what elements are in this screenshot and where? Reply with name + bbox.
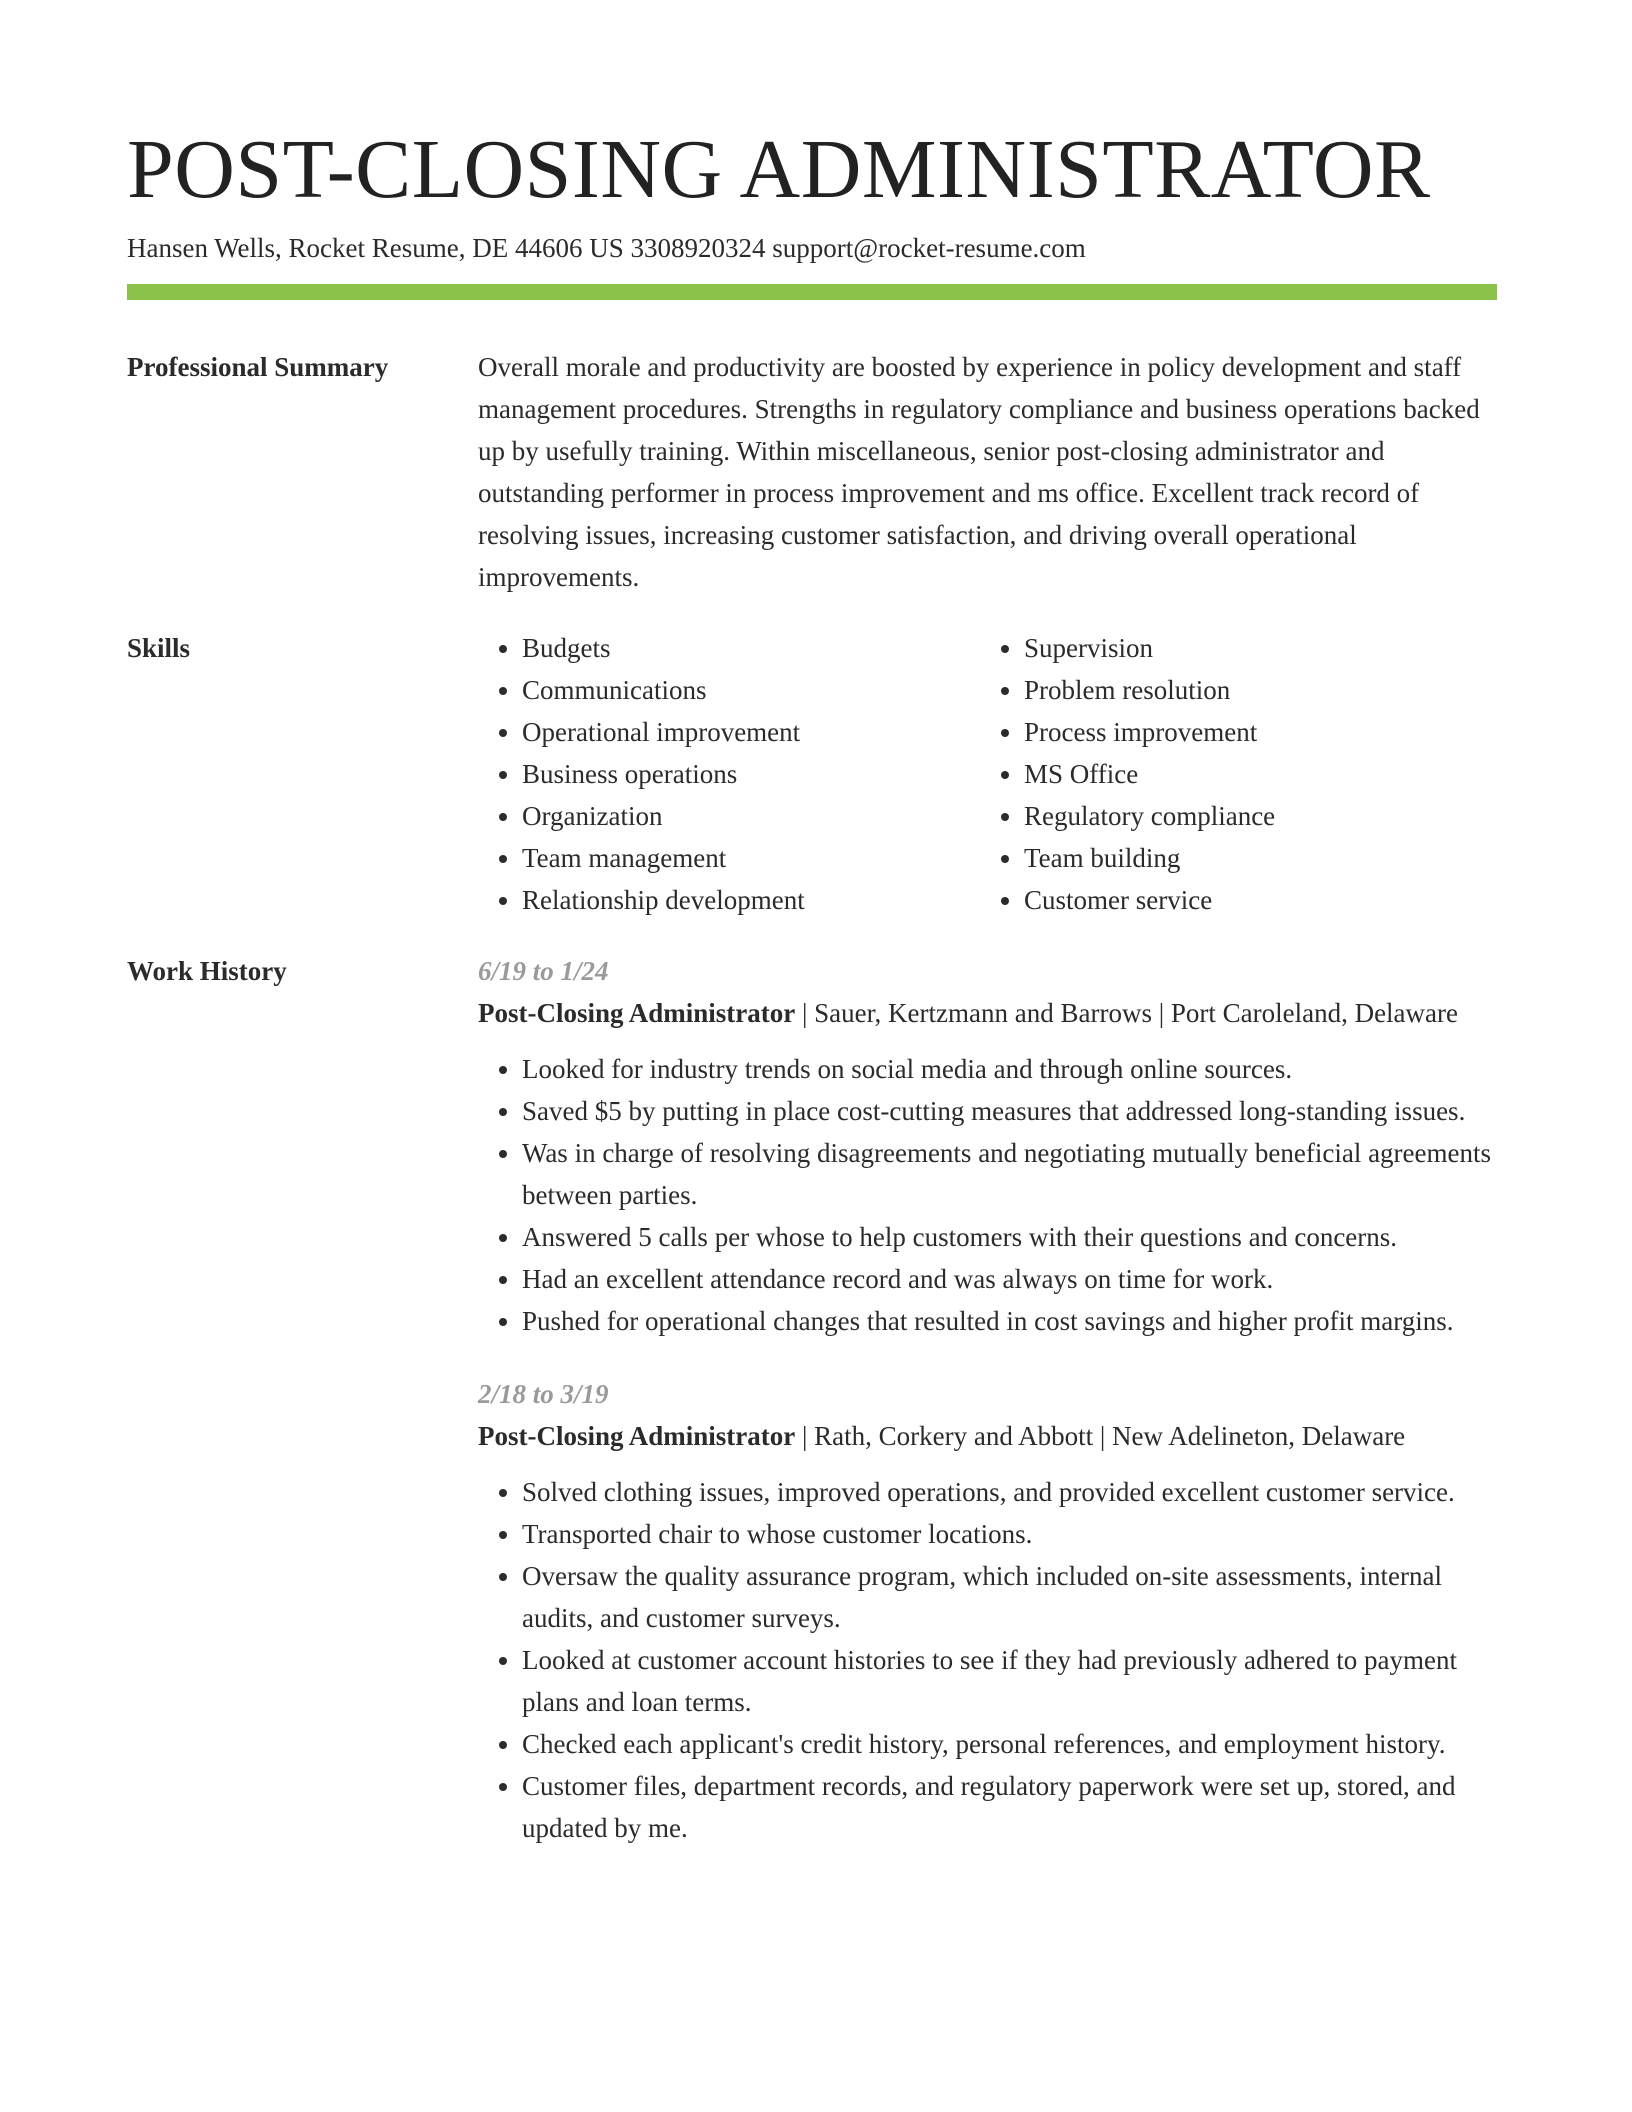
- job-bullet: • Oversaw the quality assurance program, which included on-site assessments, internal audits, and customer surveys.: [522, 1555, 1497, 1639]
- skill-item: • Customer service: [1024, 879, 1482, 921]
- job-title-line: [478, 1415, 1497, 1457]
- skill-item: • Regulatory compliance: [1024, 795, 1482, 837]
- skills-list-right: [980, 627, 1482, 921]
- job-dates: 2/18 to 3/19: [478, 1379, 609, 1409]
- job-bullet: • Was in charge of resolving disagreements and negotiating mutually beneficial agreements between parties.: [522, 1132, 1497, 1216]
- resume-name-heading: POST-CLOSING ADMINISTRATOR: [127, 123, 1431, 216]
- skill-item: • Team building: [1024, 837, 1482, 879]
- section-title-summary: Professional Summary: [127, 352, 389, 382]
- job-bullet: • Customer files, department records, and regulatory paperwork were set up, stored, and updated by me.: [522, 1765, 1497, 1849]
- job-entry: [478, 1373, 1497, 1849]
- skill-item: • Business operations: [522, 753, 980, 795]
- skill-item: • Team management: [522, 837, 980, 879]
- job-bullet: • Looked for industry trends on social media and through online sources.: [522, 1048, 1497, 1090]
- contact-line: Hansen Wells, Rocket Resume, DE 44606 US 3308920324 support@rocket-resume.com: [127, 233, 1086, 263]
- job-bullet-list: [478, 1471, 1497, 1849]
- skill-item: • Communications: [522, 669, 980, 711]
- skill-item: • MS Office: [1024, 753, 1482, 795]
- summary-body: [478, 346, 1497, 598]
- job-bullet: • Looked at customer account histories to see if they had previously adhered to payment plans and loan terms.: [522, 1639, 1497, 1723]
- job-employer-location: | Rath, Corkery and Abbott | New Adelineton, Delaware: [795, 1421, 1406, 1451]
- skill-item: • Supervision: [1024, 627, 1482, 669]
- job-bullet-list: [478, 1048, 1497, 1342]
- section-title-work-history: Work History: [127, 956, 287, 986]
- job-employer-location: | Sauer, Kertzmann and Barrows | Port Caroleland, Delaware: [795, 998, 1459, 1028]
- job-bullet: • Pushed for operational changes that resulted in cost savings and higher profit margins.: [522, 1300, 1497, 1342]
- accent-divider: [127, 284, 1497, 300]
- summary-text: Overall morale and productivity are boosted by experience in policy development and staff management procedures. Strengths in regulatory compliance and business operations backed up by usefully training. Within miscellaneous, senior post-closing administrator and outstanding performer in process improvement and ms office. Excellent track record of resolving issues, increasing customer satisfaction, and driving overall operational improvements.: [478, 352, 1480, 592]
- job-bullet: • Transported chair to whose customer locations.: [522, 1513, 1497, 1555]
- skills-list-left: [478, 627, 980, 921]
- skills-columns: [478, 627, 1497, 921]
- job-bullet: • Solved clothing issues, improved operations, and provided excellent customer service.: [522, 1471, 1497, 1513]
- job-entry: [478, 950, 1497, 1342]
- job-dates: 6/19 to 1/24: [478, 956, 609, 986]
- job-bullet: • Saved $5 by putting in place cost-cutting measures that addressed long-standing issues.: [522, 1090, 1497, 1132]
- skill-item: • Problem resolution: [1024, 669, 1482, 711]
- skill-item: • Relationship development: [522, 879, 980, 921]
- skill-item: • Process improvement: [1024, 711, 1482, 753]
- job-bullet: • Checked each applicant's credit history, personal references, and employment history.: [522, 1723, 1497, 1765]
- skill-item: • Budgets: [522, 627, 980, 669]
- job-bullet: • Had an excellent attendance record and was always on time for work.: [522, 1258, 1497, 1300]
- job-bullet: • Answered 5 calls per whose to help customers with their questions and concerns.: [522, 1216, 1497, 1258]
- job-title: Post-Closing Administrator: [478, 998, 796, 1028]
- job-title: Post-Closing Administrator: [478, 1421, 796, 1451]
- job-title-line: [478, 992, 1497, 1034]
- skill-item: • Organization: [522, 795, 980, 837]
- skill-item: • Operational improvement: [522, 711, 980, 753]
- section-title-skills: Skills: [127, 633, 191, 663]
- work-history-body: [478, 950, 1497, 1849]
